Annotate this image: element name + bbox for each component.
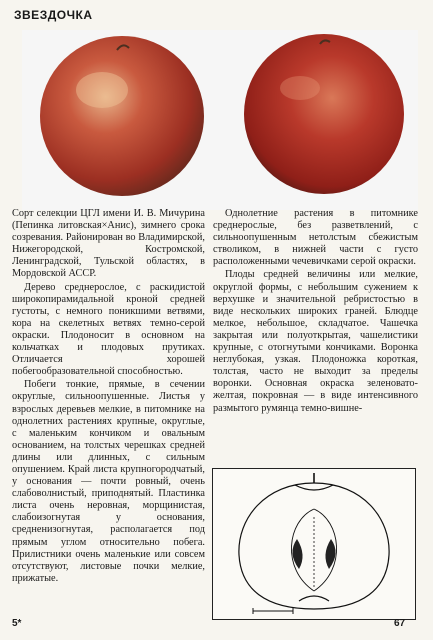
apple-right: [244, 34, 404, 194]
paragraph: Дерево среднерослое, с раскидистой широкопирамидальной кроной средней густоты, с немного поникшими ветвями, кора на скелетных ветвях темно-серой окраски. Плодоносит в основном на кольчатках и плодовых прутиках. Отличается хорошей побегообразовательной способностью.: [12, 281, 205, 378]
paragraph: Побеги тонкие, прямые, в сечении округлые, сильноопушенные. Листья у взрослых деревьев мелкие, в питомнике на однолетних растениях крупные, округлые, с маленьким кончиком и овальным основанием, на толстых черешках средней длины или длинных, с сильным опушением. Край листа крупногородчатый, у основания — почти ровный, очень слабоволнистый, приподнятый. Пластинка листа очень неровная, морщинистая, слабоизогнутая у основания, средненизогнутая, располагается под прямым углом относительно побега. Прилистники очень маленькие или совсем отсутствуют, листовые почки мелкие, прижатые.: [12, 379, 205, 584]
page-title: ЗВЕЗДОЧКА: [14, 8, 93, 22]
apple-photo: [22, 30, 418, 210]
text-column-left: [12, 208, 205, 585]
page-number: 67: [394, 618, 406, 629]
text-column-right: [213, 208, 418, 415]
apple-cross-section-drawing: [212, 468, 416, 620]
paragraph: Сорт селекции ЦГЛ имени И. В. Мичурина (Пепинка литовская×Анис), зимнего срока созревания. Районирован во Владимирской, Нижегородской, Костромской, Ленинградской, Тульской областях, в Мордовской АССР.: [12, 208, 205, 280]
paragraph: Плоды средней величины или мелкие, округлой формы, с небольшим сужением к верхушке и значительной ребристостью в виде нескольких широких граней. Блюдце мелкое, небольшое, складчатое. Чашечка закрытая или полуоткрытая, чашелистики крупные, с отогнутыми кончиками. Воронка неглубокая, узкая. Плодоножка короткая, толстая, часто не выходит за пределы воронки. Основная окраска зеленовато-желтая, покровная — в виде интенсивного размытого румянца темно-вишне-: [213, 269, 418, 414]
footer-signature-mark: 5*: [12, 618, 22, 629]
paragraph: Однолетние растения в питомнике среднерослые, без разветвлений, с сильноопушенным нетолстым сбежистым стволиком, в нижней части с густо расположенными чечевичками серой окраски.: [213, 208, 418, 268]
apple-left: [40, 36, 204, 196]
